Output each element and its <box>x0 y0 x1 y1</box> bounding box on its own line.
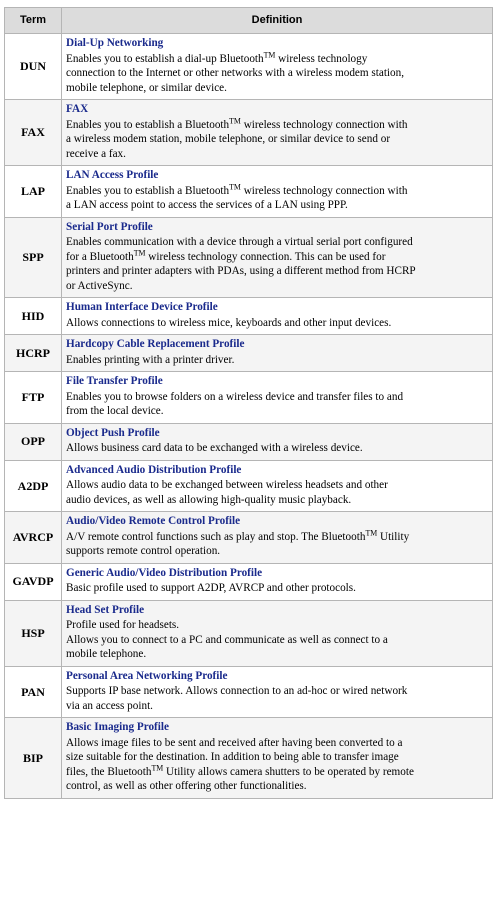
trademark-superscript: TM <box>365 528 378 538</box>
profile-name: Generic Audio/Video Distribution Profile <box>66 566 263 579</box>
definition-line <box>66 633 488 648</box>
definition-line <box>66 478 488 493</box>
term-column-header: Term <box>5 8 62 34</box>
definition-text: wireless technology connection. This can be used for <box>145 250 386 263</box>
term-cell: HSP <box>5 600 62 666</box>
definition-line <box>66 736 488 751</box>
definition-text: wireless technology connection with <box>240 118 408 131</box>
definition-line <box>66 618 488 633</box>
term-cell: SPP <box>5 217 62 298</box>
definition-cell <box>62 423 493 460</box>
definition-text: Utility <box>377 530 410 543</box>
definition-text: mobile telephone. <box>66 648 147 660</box>
definition-text: Basic profile used to support A2DP, AVRCP and other protocols. <box>66 582 356 594</box>
definition-line <box>66 316 488 331</box>
profile-name: Object Push Profile <box>66 426 160 439</box>
definition-line <box>66 198 488 213</box>
definition-text: wireless technology connection with <box>240 184 408 197</box>
definition-text: Profile used for headsets. <box>66 619 180 631</box>
definition-line <box>66 81 488 96</box>
definition-line <box>66 264 488 279</box>
definition-cell <box>62 166 493 218</box>
definition-line <box>66 353 488 368</box>
definition-line <box>66 581 488 596</box>
definition-line <box>66 250 488 265</box>
definition-line <box>66 390 488 405</box>
definition-line <box>66 779 488 794</box>
profile-name: Audio/Video Remote Control Profile <box>66 515 241 527</box>
definition-text: supports remote control operation. <box>66 545 221 557</box>
definition-line <box>66 118 488 133</box>
definition-text: files, the Bluetooth <box>66 765 152 778</box>
definition-text: Allows business card data to be exchanged with a wireless device. <box>66 442 363 454</box>
definition-line <box>66 544 488 559</box>
definition-line <box>66 66 488 81</box>
table-row <box>5 718 493 799</box>
term-cell: AVRCP <box>5 512 62 564</box>
definition-text: or ActiveSync. <box>66 279 133 292</box>
definition-line <box>66 765 488 780</box>
definition-text: Enables you to establish a dial-up Bluetooth <box>66 52 264 65</box>
definition-text: Enables you to establish a Bluetooth <box>66 118 230 131</box>
definition-line <box>66 441 488 456</box>
definition-text: for a Bluetooth <box>66 250 134 263</box>
table-row <box>5 34 493 100</box>
definition-cell <box>62 600 493 666</box>
definition-text: control, as well as other offering other functionalities. <box>66 780 307 792</box>
definition-text: a wireless modem station, mobile telephone, or similar device to send or <box>66 133 391 145</box>
header-row <box>5 8 493 34</box>
definition-cell <box>62 100 493 166</box>
profile-name: Basic Imaging Profile <box>66 721 169 733</box>
definition-text: Allows image files to be sent and received after having been converted to a <box>66 736 403 749</box>
term-cell: PAN <box>5 666 62 718</box>
definition-text: Enables printing with a printer driver. <box>66 353 235 366</box>
definition-text: Enables communication with a device through a virtual serial port configured <box>66 236 413 248</box>
definition-line <box>66 132 488 147</box>
term-cell: A2DP <box>5 460 62 512</box>
profile-name: Personal Area Networking Profile <box>66 669 228 682</box>
table-row <box>5 217 493 298</box>
definition-cell <box>62 217 493 298</box>
definition-line <box>66 647 488 662</box>
definition-text: via an access point. <box>66 699 153 712</box>
term-cell: FAX <box>5 100 62 166</box>
profile-name: LAN Access Profile <box>66 169 159 181</box>
definition-text: Enables you to browse folders on a wireless device and transfer files to and <box>66 390 404 403</box>
table-row <box>5 298 493 335</box>
profile-name: Serial Port Profile <box>66 220 153 233</box>
definition-text: A/V remote control functions such as play and stop. The Bluetooth <box>66 530 366 543</box>
definition-cell <box>62 335 493 372</box>
table-row <box>5 600 493 666</box>
trademark-superscript: TM <box>229 116 241 126</box>
definition-text: size suitable for the destination. In addition to being able to transfer image <box>66 751 399 763</box>
definition-text: Allows connections to wireless mice, keyboards and other input devices. <box>66 316 392 329</box>
term-cell: FTP <box>5 372 62 424</box>
profile-glossary-table <box>4 7 493 799</box>
definition-text: Allows audio data to be exchanged between wireless headsets and other <box>66 479 388 491</box>
term-cell: HID <box>5 298 62 335</box>
table-row <box>5 512 493 564</box>
table-row <box>5 100 493 166</box>
definition-line <box>66 279 488 294</box>
table-row <box>5 372 493 424</box>
definition-line <box>66 235 488 250</box>
table-row <box>5 563 493 600</box>
definition-text: connection to the Internet or other networks with a wireless modem station, <box>66 67 405 79</box>
definition-line <box>66 404 488 419</box>
definition-text: Utility allows camera shutters to be operated by remote <box>163 765 414 778</box>
definition-cell <box>62 34 493 100</box>
definition-text: a LAN access point to access the services of a LAN using PPP. <box>66 199 348 211</box>
definition-text: mobile telephone, or similar device. <box>66 81 227 94</box>
definition-text: printers and printer adapters with PDAs, using a different method from HCRP <box>66 265 416 277</box>
definition-cell <box>62 372 493 424</box>
profile-name: Dial-Up Networking <box>66 37 164 49</box>
table-row <box>5 423 493 460</box>
term-cell: DUN <box>5 34 62 100</box>
definition-line <box>66 184 488 199</box>
definition-cell <box>62 298 493 335</box>
trademark-superscript: TM <box>229 182 241 192</box>
definition-column-header: Definition <box>62 8 493 34</box>
definition-cell <box>62 718 493 799</box>
definition-text: Supports IP base network. Allows connection to an ad-hoc or wired network <box>66 685 408 697</box>
profile-name: File Transfer Profile <box>66 375 163 387</box>
definition-text: Allows you to connect to a PC and communicate as well as connect to a <box>66 633 388 646</box>
term-cell: GAVDP <box>5 563 62 600</box>
profile-name: FAX <box>66 103 89 115</box>
term-cell: HCRP <box>5 335 62 372</box>
definition-line <box>66 52 488 67</box>
definition-text: from the local device. <box>66 405 164 417</box>
table-row <box>5 335 493 372</box>
table-body <box>5 34 493 799</box>
term-cell: LAP <box>5 166 62 218</box>
definition-cell <box>62 460 493 512</box>
profile-name: Head Set Profile <box>66 603 145 616</box>
definition-line <box>66 147 488 162</box>
table-row <box>5 666 493 718</box>
definition-cell <box>62 666 493 718</box>
trademark-superscript: TM <box>263 50 276 60</box>
table-row <box>5 460 493 512</box>
definition-text: wireless technology <box>275 52 368 65</box>
table-row <box>5 166 493 218</box>
profile-name: Advanced Audio Distribution Profile <box>66 463 242 476</box>
definition-text: Enables you to establish a Bluetooth <box>66 184 230 197</box>
trademark-superscript: TM <box>133 248 146 258</box>
trademark-superscript: TM <box>151 763 164 773</box>
term-cell: BIP <box>5 718 62 799</box>
definition-line <box>66 530 488 545</box>
definition-line <box>66 699 488 714</box>
profile-name: Human Interface Device Profile <box>66 301 218 313</box>
definition-text: receive a fax. <box>66 147 126 160</box>
definition-line <box>66 684 488 699</box>
term-cell: OPP <box>5 423 62 460</box>
definition-cell <box>62 563 493 600</box>
definition-cell <box>62 512 493 564</box>
definition-line <box>66 493 488 508</box>
definition-line <box>66 750 488 765</box>
profile-name: Hardcopy Cable Replacement Profile <box>66 338 245 350</box>
definition-text: audio devices, as well as allowing high-quality music playback. <box>66 493 352 506</box>
